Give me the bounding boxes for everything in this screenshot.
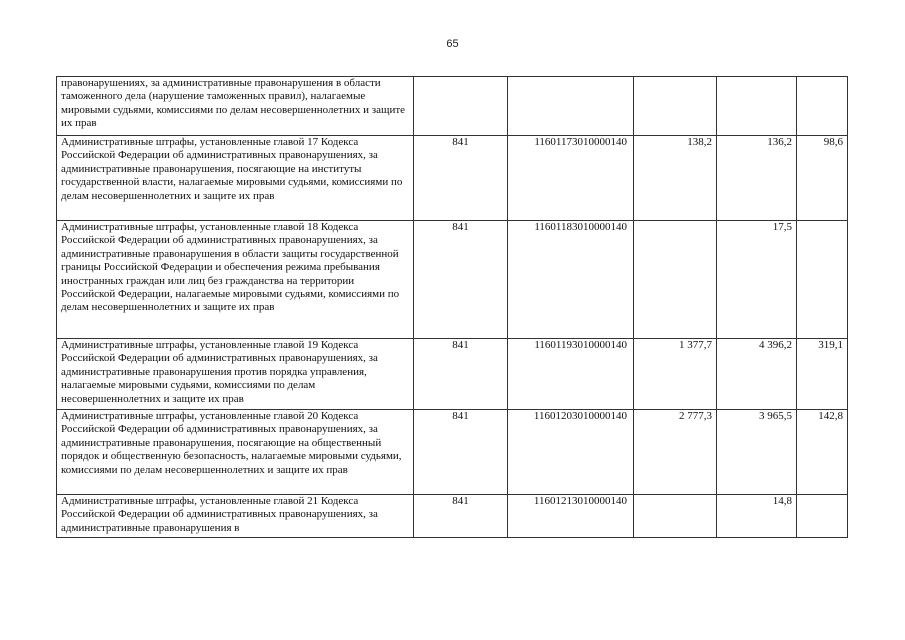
budget-classification-code-cell: 11601203010000140 — [508, 410, 634, 495]
administrator-code-cell: 841 — [414, 495, 508, 538]
budget-classification-code-cell: 11601193010000140 — [508, 339, 634, 410]
value-cell-2 — [717, 77, 797, 136]
revenue-description-cell: правонарушениях, за административные правонарушения в области таможенного дела (нарушение таможенных правил), налагаемые мировыми судьями, комиссиями по делам несовершеннолетних и защите их прав — [57, 77, 414, 136]
value-cell-3: 319,1 — [797, 339, 848, 410]
budget-classification-code-cell: 11601183010000140 — [508, 221, 634, 339]
revenue-description-cell: Административные штрафы, установленные главой 20 Кодекса Российской Федерации об административных правонарушениях, за административные правонарушения, посягающие на общественный порядок и общественную безопасность, налагаемые мировыми судьями, комиссиями по делам несовершеннолетних и защите их прав — [57, 410, 414, 495]
administrator-code-cell: 841 — [414, 136, 508, 221]
value-cell-3 — [797, 221, 848, 339]
table-row — [57, 221, 848, 339]
revenue-description-cell: Административные штрафы, установленные главой 19 Кодекса Российской Федерации об административных правонарушениях, за административные правонарушения против порядка управления, налагаемые мировыми судьями, комиссиями по делам несовершеннолетних и защите их прав — [57, 339, 414, 410]
budget-classification-code-cell — [508, 77, 634, 136]
administrator-code-cell — [414, 77, 508, 136]
value-cell-1 — [634, 495, 717, 538]
administrator-code-cell: 841 — [414, 410, 508, 495]
budget-classification-code-cell: 11601173010000140 — [508, 136, 634, 221]
value-cell-3 — [797, 495, 848, 538]
value-cell-1: 138,2 — [634, 136, 717, 221]
value-cell-2: 4 396,2 — [717, 339, 797, 410]
table-row — [57, 410, 848, 495]
administrator-code-cell: 841 — [414, 339, 508, 410]
budget-classification-code-cell: 11601213010000140 — [508, 495, 634, 538]
table-row — [57, 136, 848, 221]
value-cell-2: 14,8 — [717, 495, 797, 538]
revenue-description-cell: Административные штрафы, установленные главой 17 Кодекса Российской Федерации об административных правонарушениях, за административные правонарушения, посягающие на институты государственной власти, налагаемые мировыми судьями, комиссиями по делам несовершеннолетних и защите их прав — [57, 136, 414, 221]
value-cell-2: 17,5 — [717, 221, 797, 339]
value-cell-2: 136,2 — [717, 136, 797, 221]
value-cell-3: 142,8 — [797, 410, 848, 495]
value-cell-1 — [634, 77, 717, 136]
value-cell-2: 3 965,5 — [717, 410, 797, 495]
value-cell-3 — [797, 77, 848, 136]
administrator-code-cell: 841 — [414, 221, 508, 339]
value-cell-1: 1 377,7 — [634, 339, 717, 410]
revenue-description-cell: Административные штрафы, установленные главой 18 Кодекса Российской Федерации об административных правонарушениях, за административные правонарушения в области защиты государственной границы Российской Федерации и обеспечения режима пребывания иностранных граждан или лиц без гражданства на территории Российской Федерации, налагаемые мировыми судьями, комиссиями по делам несовершеннолетних и защите их прав — [57, 221, 414, 339]
page-number: 65 — [446, 38, 459, 50]
value-cell-3: 98,6 — [797, 136, 848, 221]
table-row — [57, 495, 848, 538]
revenue-description-cell: Административные штрафы, установленные главой 21 Кодекса Российской Федерации об административных правонарушениях, за административные правонарушения в — [57, 495, 414, 538]
value-cell-1 — [634, 221, 717, 339]
table-row — [57, 77, 848, 136]
table-row — [57, 339, 848, 410]
budget-revenue-table — [56, 76, 848, 538]
value-cell-1: 2 777,3 — [634, 410, 717, 495]
